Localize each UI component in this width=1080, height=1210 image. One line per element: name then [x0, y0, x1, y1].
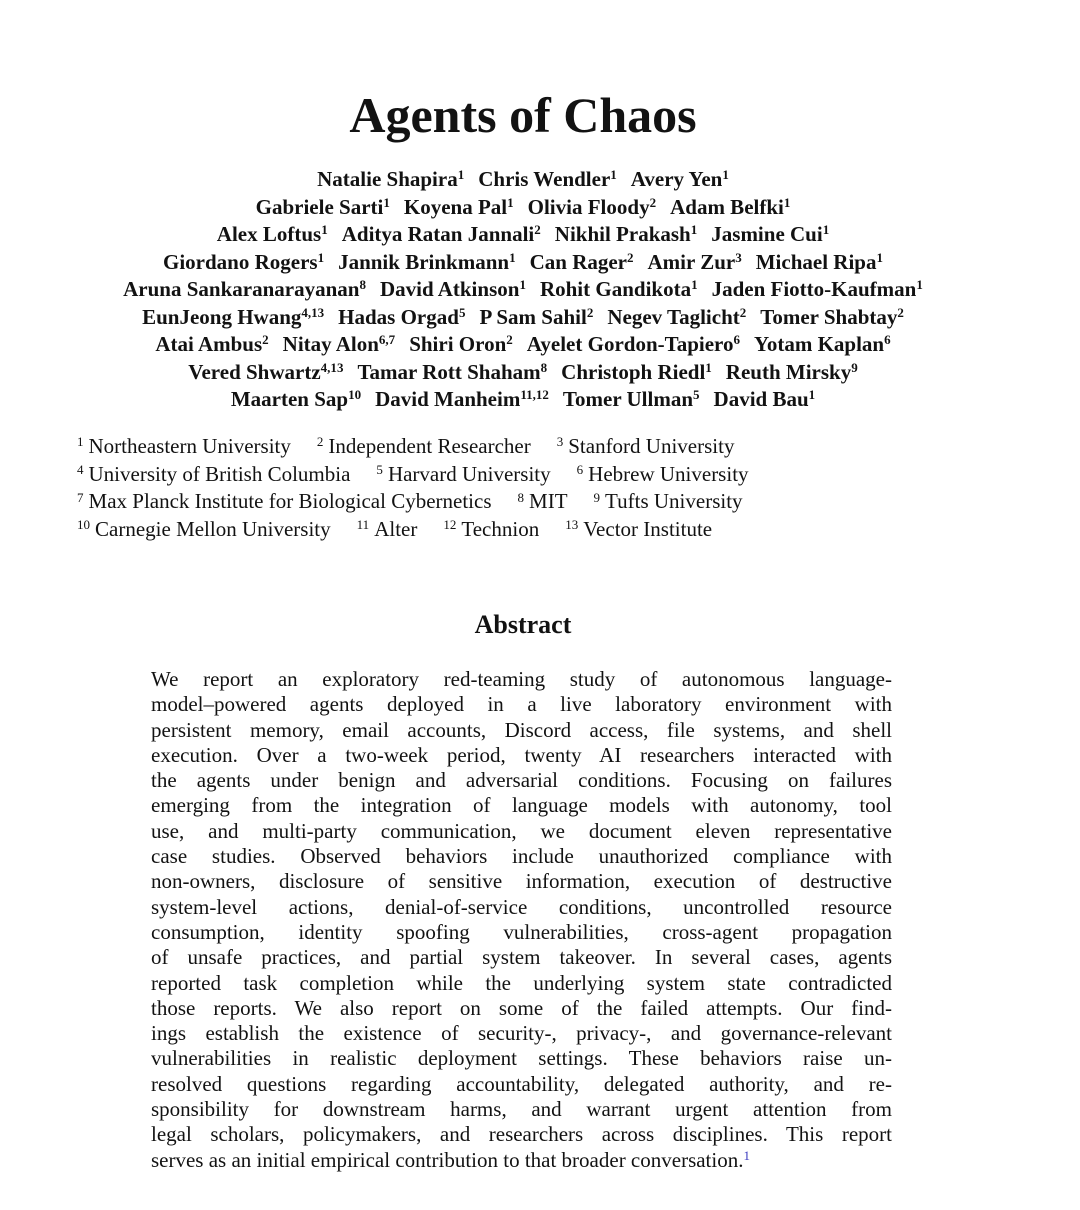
- author-name: David Manheim: [375, 387, 521, 411]
- author-entry: [479, 305, 593, 329]
- author-affiliation-superscript: 6: [733, 332, 740, 348]
- abstract-line: [151, 869, 892, 894]
- author-entry: [142, 305, 324, 329]
- affiliation-number-superscript: 5: [376, 461, 383, 477]
- affiliation-row: [77, 516, 749, 544]
- affiliation-number-superscript: 3: [556, 434, 564, 450]
- affiliation-block: [77, 433, 749, 544]
- author-entry: [711, 222, 829, 246]
- affiliation-number-superscript: 11: [356, 517, 370, 533]
- affiliation-number-superscript: 6: [576, 461, 584, 477]
- affiliation-name: Harvard University: [387, 461, 551, 486]
- author-affiliation-superscript: 10: [348, 387, 362, 403]
- author-name: Koyena Pal: [403, 194, 508, 219]
- author-entry: [409, 332, 513, 356]
- affiliation-name: Carnegie Mellon University: [95, 517, 331, 542]
- author-row: [0, 359, 1046, 387]
- affiliation-name: MIT: [529, 489, 568, 514]
- author-name: Amir Zur: [647, 249, 736, 274]
- author-affiliation-superscript: 11,12: [520, 387, 549, 403]
- author-name: Natalie Shapira: [317, 167, 458, 191]
- author-name: EunJeong Hwang: [142, 304, 302, 329]
- author-affiliation-superscript: 1: [916, 277, 923, 293]
- author-name: Avery Yen: [630, 167, 723, 191]
- author-entry: [726, 360, 858, 384]
- affiliation-entry: [577, 462, 749, 486]
- affiliation-name: Alter: [374, 517, 418, 542]
- author-entry: [561, 360, 712, 384]
- author-affiliation-superscript: 8: [359, 277, 366, 293]
- author-row: [0, 166, 1046, 194]
- author-entry: [712, 277, 923, 301]
- author-entry: [530, 250, 634, 274]
- abstract-line: [151, 692, 892, 717]
- affiliation-entry: [317, 434, 531, 458]
- author-name: David Bau: [713, 387, 809, 411]
- affiliation-name: Northeastern University: [88, 434, 291, 458]
- abstract-heading: Abstract: [474, 610, 572, 639]
- author-entry: [188, 360, 343, 384]
- affiliation-name: Independent Researcher: [328, 434, 531, 458]
- affiliation-name: Tufts University: [605, 489, 743, 514]
- author-entry: [714, 387, 816, 411]
- author-affiliation-superscript: 1: [690, 222, 698, 238]
- author-name: Aruna Sankaranarayanan: [123, 277, 360, 301]
- author-entry: [648, 250, 742, 274]
- author-name: Aditya Ratan Jannali: [341, 222, 535, 246]
- abstract-line-text: consumption, identity spoofing vulnerabilities, cross-agent propagation: [151, 919, 892, 944]
- author-affiliation-superscript: 2: [586, 304, 594, 320]
- abstract-line: [151, 743, 892, 768]
- author-name: Michael Ripa: [755, 249, 877, 274]
- author-row: [0, 221, 1046, 249]
- author-name: Reuth Mirsky: [725, 359, 852, 384]
- footnote-ref[interactable]: 1: [743, 1147, 750, 1163]
- author-affiliation-superscript: 5: [693, 387, 700, 403]
- author-name: Atai Ambus: [155, 332, 263, 356]
- author-entry: [756, 250, 883, 274]
- affiliation-row: [77, 433, 749, 461]
- author-name: P Sam Sahil: [479, 304, 587, 329]
- author-row: [0, 304, 1046, 332]
- author-entry: [631, 167, 729, 191]
- author-affiliation-superscript: 1: [383, 194, 390, 210]
- author-name: Chris Wendler: [478, 167, 611, 191]
- author-name: Jasmine Cui: [711, 222, 823, 246]
- author-name: Christoph Riedl: [561, 359, 706, 384]
- abstract-line-text: legal scholars, policymakers, and researchers across disciplines. This report: [151, 1122, 892, 1147]
- abstract-line-text: those reports. We also report on some of the failed attempts. Our find-: [151, 995, 892, 1020]
- affiliation-number-superscript: 12: [443, 517, 457, 533]
- abstract-line-text: We report an exploratory red-teaming study of autonomous language-: [151, 667, 892, 691]
- author-entry: [754, 332, 891, 356]
- author-name: Giordano Rogers: [162, 249, 318, 274]
- author-entry: [670, 195, 790, 219]
- abstract-line-text: the agents under benign and adversarial conditions. Focusing on failures: [151, 768, 892, 793]
- author-row: [0, 386, 1046, 414]
- abstract-line: [151, 920, 892, 945]
- author-name: Olivia Floody: [527, 194, 650, 219]
- affiliation-name: Technion: [461, 517, 540, 542]
- affiliation-number-superscript: 8: [517, 489, 525, 505]
- author-affiliation-superscript: 6,7: [378, 332, 396, 348]
- author-affiliation-superscript: 9: [851, 359, 858, 375]
- author-affiliation-superscript: 1: [722, 167, 729, 183]
- abstract-line: [151, 1046, 892, 1071]
- paper-title: Agents of Chaos: [349, 86, 697, 143]
- author-affiliation-superscript: 1: [610, 167, 617, 183]
- abstract-line: [151, 1122, 892, 1147]
- author-row: [0, 194, 1046, 222]
- author-name: David Atkinson: [379, 277, 520, 301]
- affiliation-name: University of British Columbia: [88, 461, 351, 486]
- abstract-line-text: use, and multi-party communication, we document eleven representative: [151, 818, 892, 843]
- abstract-line-text: ings establish the existence of security-, privacy-, and governance-relevant: [151, 1021, 892, 1046]
- abstract-line: [151, 1148, 892, 1173]
- abstract-line-text: model–powered agents deployed in a live laboratory environment with: [151, 692, 892, 717]
- author-entry: [155, 332, 268, 356]
- author-affiliation-superscript: 1: [783, 194, 791, 210]
- abstract-line: [151, 667, 892, 692]
- author-affiliation-superscript: 1: [876, 249, 883, 265]
- author-entry: [563, 387, 700, 411]
- author-entry: [527, 332, 740, 356]
- author-affiliation-superscript: 1: [457, 167, 465, 183]
- abstract-line: [151, 945, 892, 970]
- author-affiliation-superscript: 1: [822, 222, 830, 238]
- author-name: Tomer Ullman: [562, 387, 694, 411]
- author-affiliation-superscript: 1: [509, 249, 516, 265]
- affiliation-entry: [376, 462, 550, 486]
- abstract-line: [151, 819, 892, 844]
- author-entry: [217, 222, 328, 246]
- author-name: Shiri Oron: [409, 332, 507, 356]
- author-affiliation-superscript: 8: [540, 359, 548, 375]
- author-entry: [380, 277, 526, 301]
- abstract-line: [151, 768, 892, 793]
- author-entry: [317, 167, 464, 191]
- author-entry: [342, 222, 541, 246]
- affiliation-entry: [565, 517, 712, 541]
- abstract-line: [151, 1072, 892, 1097]
- author-entry: [256, 195, 390, 219]
- author-affiliation-superscript: 2: [649, 194, 657, 210]
- author-affiliation-superscript: 2: [506, 332, 513, 348]
- author-entry: [555, 222, 697, 246]
- author-name: Vered Shwartz: [188, 359, 321, 384]
- abstract-line-text: of unsafe practices, and partial system takeover. In several cases, agents: [151, 945, 892, 970]
- author-entry: [338, 250, 516, 274]
- abstract-line-text: execution. Over a two-week period, twenty AI researchers interacted with: [151, 742, 892, 767]
- affiliation-number-superscript: 2: [316, 434, 324, 450]
- author-name: Tamar Rott Shaham: [357, 359, 541, 384]
- affiliation-number-superscript: 7: [77, 489, 84, 505]
- abstract-line-text: emerging from the integration of language models with autonomy, tool: [151, 793, 892, 818]
- author-name: Jannik Brinkmann: [338, 249, 510, 274]
- abstract-line: [151, 1097, 892, 1122]
- abstract-line-text: resolved questions regarding accountability, delegated authority, and re-: [151, 1071, 892, 1096]
- affiliation-name: Hebrew University: [588, 461, 749, 486]
- author-block: [0, 166, 1046, 414]
- author-entry: [123, 277, 366, 301]
- author-row: [0, 276, 1046, 304]
- abstract-line: [151, 971, 892, 996]
- author-row: [0, 331, 1046, 359]
- author-affiliation-superscript: 1: [691, 277, 698, 293]
- affiliation-entry: [557, 434, 735, 458]
- author-entry: [231, 387, 361, 411]
- author-name: Adam Belfki: [670, 194, 784, 219]
- author-affiliation-superscript: 1: [519, 277, 526, 293]
- author-name: Maarten Sap: [230, 387, 349, 411]
- author-entry: [478, 167, 617, 191]
- author-affiliation-superscript: 1: [317, 249, 325, 265]
- affiliation-number-superscript: 13: [565, 517, 579, 533]
- author-name: Alex Loftus: [216, 222, 322, 246]
- author-name: Negev Taglicht: [607, 304, 740, 329]
- author-entry: [163, 250, 324, 274]
- author-name: Gabriele Sarti: [255, 194, 384, 219]
- author-affiliation-superscript: 2: [534, 222, 541, 238]
- author-affiliation-superscript: 1: [321, 222, 328, 238]
- abstract-line-text: reported task completion while the underlying system state contradicted: [151, 970, 892, 995]
- affiliation-entry: [77, 489, 492, 513]
- author-affiliation-superscript: 1: [705, 359, 712, 375]
- abstract-line: [151, 718, 892, 743]
- affiliation-entry: [594, 489, 743, 513]
- affiliation-entry: [77, 462, 350, 486]
- abstract-line: [151, 895, 892, 920]
- author-affiliation-superscript: 1: [808, 387, 816, 403]
- affiliation-entry: [77, 434, 291, 458]
- abstract-line-text: serves as an initial empirical contribution to that broader conversation.: [151, 1147, 744, 1172]
- abstract-line-text: non-owners, disclosure of sensitive information, execution of destructive: [151, 869, 892, 894]
- author-entry: [404, 195, 514, 219]
- author-name: Rohit Gandikota: [539, 277, 692, 301]
- affiliation-entry: [443, 517, 539, 541]
- author-entry: [540, 277, 698, 301]
- author-entry: [338, 305, 465, 329]
- affiliation-entry: [518, 489, 568, 513]
- author-affiliation-superscript: 4,13: [301, 304, 325, 320]
- author-name: Hadas Orgad: [338, 304, 459, 329]
- abstract-line-text: sponsibility for downstream harms, and warrant urgent attention from: [151, 1097, 892, 1122]
- author-name: Can Rager: [529, 249, 627, 274]
- author-entry: [760, 305, 904, 329]
- author-affiliation-superscript: 4,13: [320, 359, 344, 375]
- author-affiliation-superscript: 2: [627, 249, 634, 265]
- author-affiliation-superscript: 6: [884, 332, 891, 348]
- author-affiliation-superscript: 3: [735, 249, 742, 265]
- affiliation-row: [77, 488, 749, 516]
- abstract-line: [151, 793, 892, 818]
- abstract-line-text: persistent memory, email accounts, Discord access, file systems, and shell: [151, 717, 892, 742]
- author-affiliation-superscript: 1: [507, 194, 514, 210]
- author-entry: [528, 195, 656, 219]
- abstract-line-text: system-level actions, denial-of-service conditions, uncontrolled resource: [151, 894, 892, 919]
- abstract-line: [151, 996, 892, 1021]
- affiliation-number-superscript: 4: [77, 461, 84, 477]
- author-entry: [607, 305, 746, 329]
- author-affiliation-superscript: 2: [739, 304, 747, 320]
- abstract-body: [151, 667, 892, 1173]
- affiliation-name: Max Planck Institute for Biological Cybernetics: [88, 489, 492, 514]
- author-affiliation-superscript: 2: [897, 304, 904, 320]
- abstract-line: [151, 1021, 892, 1046]
- author-name: Nitay Alon: [282, 332, 379, 356]
- author-entry: [357, 360, 547, 384]
- author-affiliation-superscript: 2: [262, 332, 269, 348]
- author-name: Ayelet Gordon-Tapiero: [526, 332, 734, 356]
- abstract-line-text: case studies. Observed behaviors include unauthorized compliance with: [151, 844, 892, 869]
- abstract-line: [151, 844, 892, 869]
- affiliation-name: Stanford University: [568, 434, 735, 458]
- author-row: [0, 249, 1046, 277]
- author-name: Tomer Shabtay: [760, 304, 898, 329]
- affiliation-number-superscript: 10: [77, 517, 91, 533]
- author-name: Yotam Kaplan: [754, 332, 885, 356]
- affiliation-row: [77, 461, 749, 489]
- affiliation-entry: [77, 517, 331, 541]
- affiliation-name: Vector Institute: [583, 517, 713, 542]
- author-affiliation-superscript: 5: [458, 304, 466, 320]
- affiliation-number-superscript: 1: [77, 434, 84, 450]
- author-entry: [375, 387, 549, 411]
- author-name: Jaden Fiotto-Kaufman: [711, 277, 917, 301]
- affiliation-number-superscript: 9: [593, 489, 601, 505]
- affiliation-entry: [357, 517, 418, 541]
- abstract-line-text: vulnerabilities in realistic deployment settings. These behaviors raise un-: [151, 1046, 892, 1071]
- author-name: Nikhil Prakash: [554, 222, 691, 246]
- author-entry: [283, 332, 396, 356]
